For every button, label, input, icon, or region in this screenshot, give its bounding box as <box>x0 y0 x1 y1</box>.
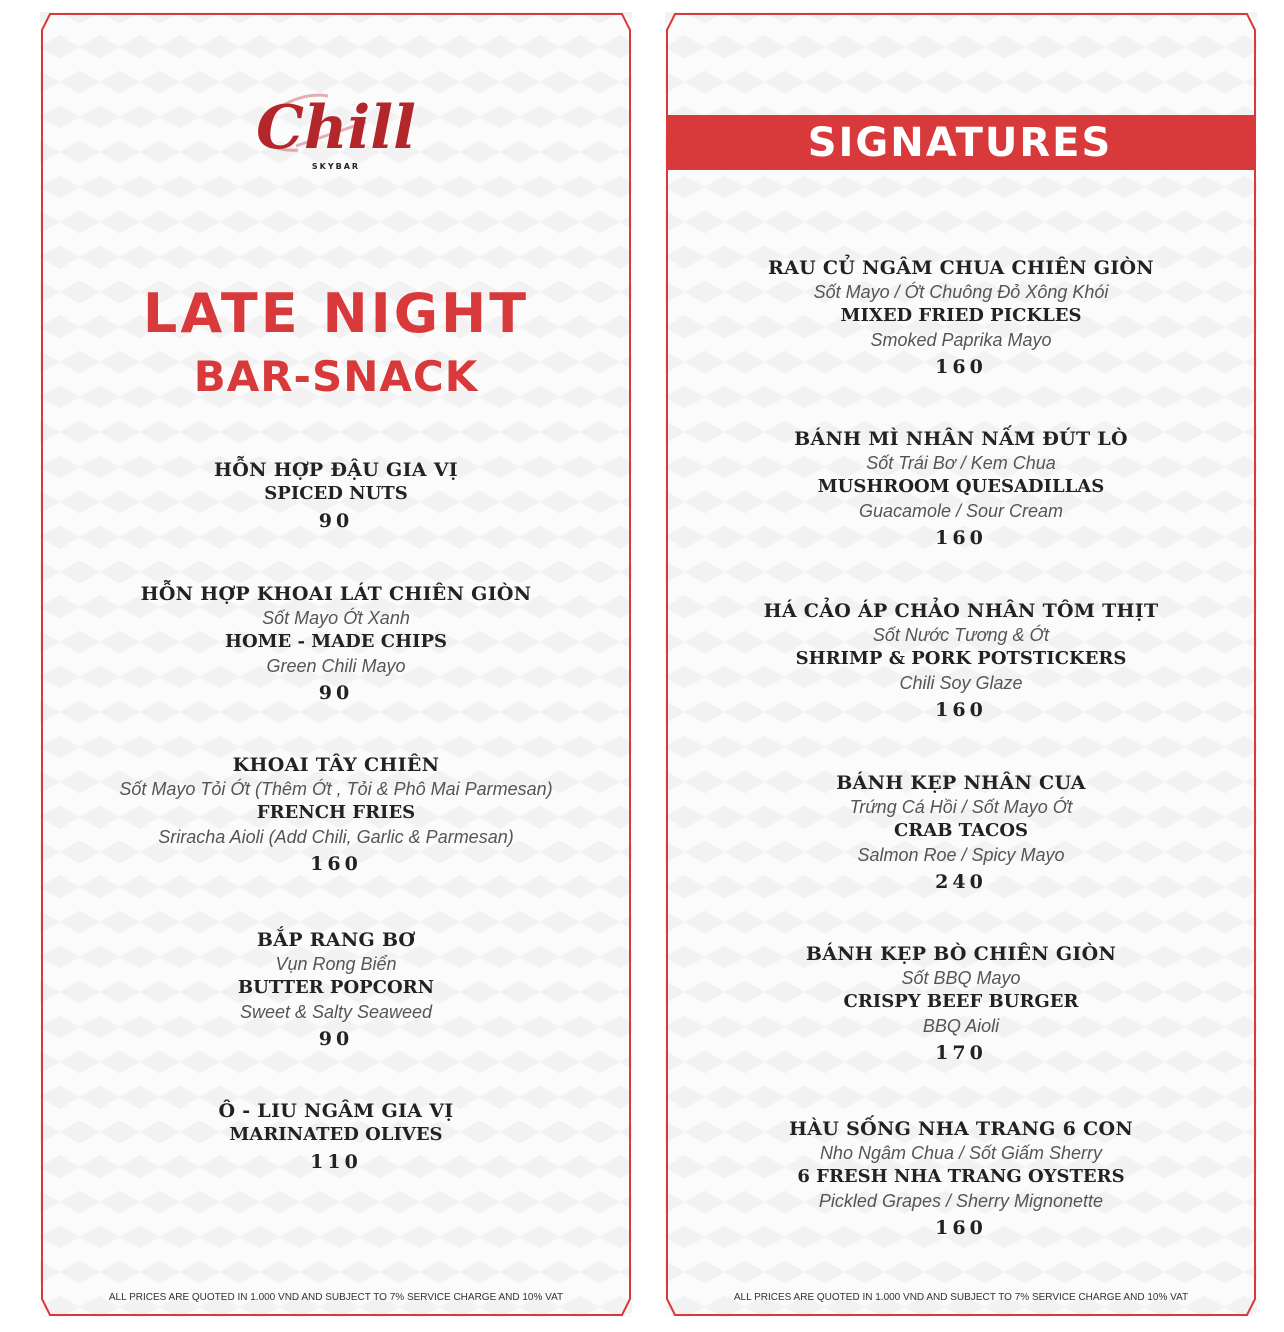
item-name-vn: BÁNH KẸP BÒ CHIÊN GIÒN <box>805 943 1117 965</box>
item-desc-en: Guacamole / Sour Cream <box>858 501 1064 521</box>
menu-item <box>40 582 632 705</box>
price-footnote: ALL PRICES ARE QUOTED IN 1.000 VND AND SUBJECT TO 7% SERVICE CHARGE AND 10% VAT <box>733 1292 1189 1303</box>
item-name-vn: RAU CỦ NGÂM CHUA CHIÊN GIÒN <box>768 257 1154 279</box>
menu-page-signatures <box>665 12 1257 1317</box>
item-name-en: BUTTER POPCORN <box>237 977 435 998</box>
menu-item <box>665 771 1257 894</box>
logo-subtitle: SKYBAR <box>311 162 361 171</box>
item-price: 110 <box>310 1151 362 1173</box>
item-desc-en: Sriracha Aioli (Add Chili, Garlic & Parmesan) <box>158 827 514 847</box>
item-name-en: HOME - MADE CHIPS <box>224 631 448 652</box>
item-name-en: SHRIMP & PORK POTSTICKERS <box>795 648 1127 669</box>
item-desc-vn: Sốt Mayo Ớt Xanh <box>262 608 410 628</box>
item-name-en: 6 FRESH NHA TRANG OYSTERS <box>797 1166 1125 1187</box>
menu-item <box>665 256 1257 379</box>
item-desc-en: BBQ Aioli <box>922 1016 1000 1036</box>
menu-item <box>40 753 632 876</box>
item-name-vn: BÁNH KẸP NHÂN CUA <box>836 772 1086 794</box>
item-price: 160 <box>935 356 987 378</box>
item-name-vn: KHOAI TÂY CHIÊN <box>232 754 440 776</box>
menu-item <box>665 427 1257 550</box>
item-price: 160 <box>935 1217 987 1239</box>
item-desc-en: Sweet & Salty Seaweed <box>239 1002 433 1022</box>
item-price: 90 <box>318 1028 354 1050</box>
item-name-vn: BÁNH MÌ NHÂN NẤM ĐÚT LÒ <box>794 428 1128 450</box>
item-name-en: CRISPY BEEF BURGER <box>843 991 1079 1012</box>
item-desc-vn: Sốt Trái Bơ / Kem Chua <box>866 453 1056 473</box>
item-desc-vn: Nho Ngâm Chua / Sốt Giấm Sherry <box>819 1143 1103 1163</box>
item-desc-en: Chili Soy Glaze <box>899 673 1023 693</box>
menu-item <box>40 458 632 533</box>
item-price: 90 <box>318 510 354 532</box>
menu-title-line2: BAR-SNACK <box>193 352 479 401</box>
item-desc-vn: Sốt Mayo / Ớt Chuông Đỏ Xông Khói <box>813 282 1109 302</box>
menu-title-line1: LATE NIGHT <box>142 282 530 345</box>
menu-page-bar-snack <box>40 12 632 1317</box>
item-name-vn: BẮP RANG BƠ <box>256 929 416 951</box>
item-name-vn: HÀU SỐNG NHA TRANG 6 CON <box>789 1118 1133 1140</box>
item-name-en: MUSHROOM QUESADILLAS <box>817 476 1105 497</box>
item-name-en: MARINATED OLIVES <box>229 1124 443 1145</box>
item-desc-vn: Vụn Rong Biển <box>275 954 397 974</box>
chill-logo-script <box>236 82 436 168</box>
item-price: 160 <box>310 853 362 875</box>
chill-skybar-logo <box>40 82 632 171</box>
item-name-en: FRENCH FRIES <box>256 802 416 823</box>
menu-item <box>665 599 1257 722</box>
item-desc-vn: Sốt BBQ Mayo <box>901 968 1021 988</box>
item-desc-en: Salmon Roe / Spicy Mayo <box>857 845 1065 865</box>
svg-text:Chill: Chill <box>256 93 416 163</box>
menu-item <box>40 1099 632 1174</box>
signatures-banner <box>666 115 1254 170</box>
item-name-vn: HỖN HỢP ĐẬU GIA VỊ <box>214 459 458 481</box>
menu-item <box>665 1117 1257 1240</box>
banner-title: SIGNATURES <box>807 119 1113 166</box>
item-desc-en: Pickled Grapes / Sherry Mignonette <box>818 1191 1104 1211</box>
item-name-vn: HÁ CẢO ÁP CHẢO NHÂN TÔM THỊT <box>763 600 1159 622</box>
item-name-en: SPICED NUTS <box>264 483 408 504</box>
item-desc-en: Smoked Paprika Mayo <box>870 330 1052 350</box>
item-price: 90 <box>318 682 354 704</box>
price-footnote: ALL PRICES ARE QUOTED IN 1.000 VND AND SUBJECT TO 7% SERVICE CHARGE AND 10% VAT <box>108 1292 564 1303</box>
item-price: 160 <box>935 527 987 549</box>
menu-item <box>40 928 632 1051</box>
item-name-en: CRAB TACOS <box>893 820 1029 841</box>
menu-item <box>665 942 1257 1065</box>
item-price: 160 <box>935 699 987 721</box>
item-name-en: MIXED FRIED PICKLES <box>840 305 1082 326</box>
item-desc-en: Green Chili Mayo <box>266 656 406 676</box>
item-desc-vn: Trứng Cá Hồi / Sốt Mayo Ớt <box>849 797 1073 817</box>
item-desc-vn: Sốt Nước Tương & Ớt <box>872 625 1050 645</box>
item-name-vn: HỖN HỢP KHOAI LÁT CHIÊN GIÒN <box>140 583 532 605</box>
item-name-vn: Ô - LIU NGÂM GIA VỊ <box>218 1100 454 1122</box>
item-desc-vn: Sốt Mayo Tỏi Ớt (Thêm Ớt , Tỏi & Phô Mai Parmesan) <box>119 779 553 799</box>
item-price: 240 <box>935 871 987 893</box>
item-price: 170 <box>935 1042 987 1064</box>
